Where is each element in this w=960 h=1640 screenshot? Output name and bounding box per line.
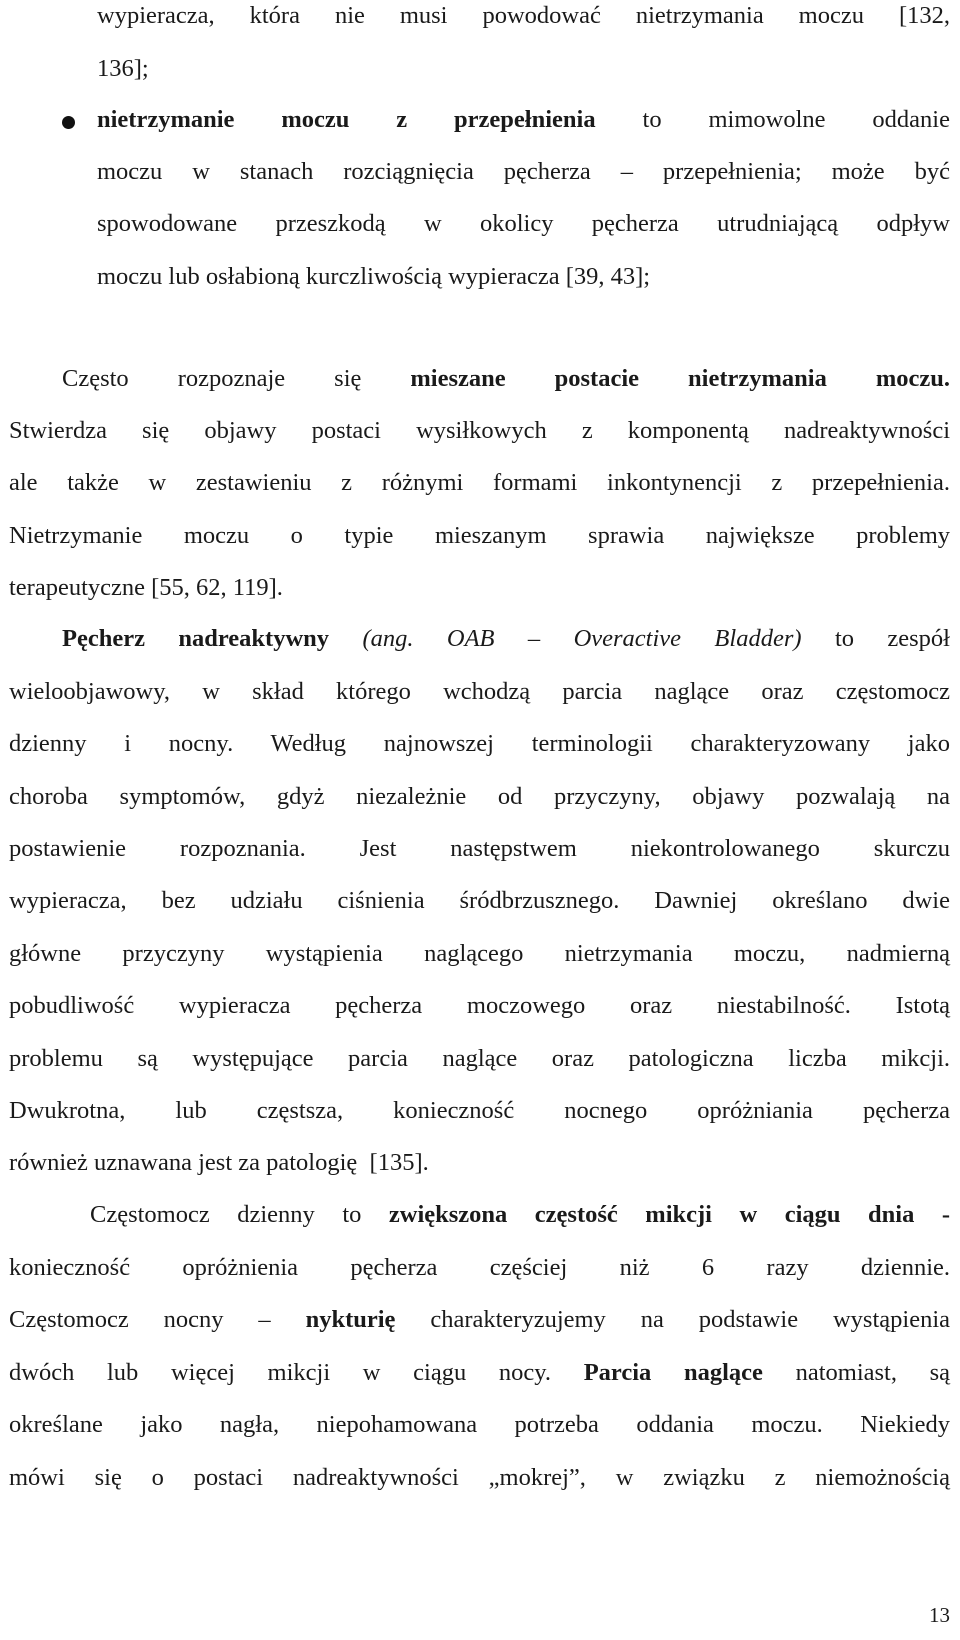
text-span: Częstomocz dzienny to <box>90 1201 362 1228</box>
text-span: charakteryzujemy na podstawie wystąpienia <box>430 1306 951 1333</box>
text-line: postawienie rozpoznania. Jest następstwem niekontrolowanego skurczu <box>9 835 950 862</box>
bold-term: Pęcherz nadreaktywny <box>62 625 330 652</box>
text-line: 136]; <box>97 55 149 82</box>
bold-term: Parcia naglące <box>583 1359 763 1386</box>
bullet-icon <box>62 116 75 129</box>
text-line: terapeutyczne [55, 62, 119]. <box>9 574 283 601</box>
text-line: pobudliwość wypieracza pęcherza moczowego oraz niestabilność. Istotą <box>9 992 950 1019</box>
text-line: moczu lub osłabioną kurczliwością wypieracza [39, 43]; <box>97 263 651 290</box>
bold-term: nietrzymanie moczu z przepełnienia <box>97 106 596 133</box>
bold-term: nykturię <box>305 1306 396 1333</box>
text-line: ale także w zestawieniu z różnymi formami inkontynencji z przepełnienia. <box>9 469 950 496</box>
italic-text: (ang. OAB – Overactive Bladder) <box>362 625 802 652</box>
text-line: choroba symptomów, gdyż niezależnie od przyczyny, objawy pozwalają na <box>9 783 950 810</box>
text-line: główne przyczyny wystąpienia naglącego nietrzymania moczu, nadmierną <box>9 940 950 967</box>
text-span: natomiast, są <box>795 1359 951 1386</box>
text-line: spowodowane przeszkodą w okolicy pęcherza utrudniającą odpływ <box>97 210 950 237</box>
text-line: Dwukrotna, lub częstsza, konieczność nocnego opróżniania pęcherza <box>9 1097 950 1124</box>
text-line: Stwierdza się objawy postaci wysiłkowych z komponentą nadreaktywności <box>9 417 950 444</box>
paragraph-line <box>62 627 950 652</box>
text-span: dwóch lub więcej mikcji w ciągu nocy. <box>9 1359 552 1386</box>
text-line: wieloobjawowy, w skład którego wchodzą parcia naglące oraz częstomocz <box>9 678 950 705</box>
text-line: dzienny i nocny. Według najnowszej terminologii charakteryzowany jako <box>9 730 950 757</box>
text-line <box>9 1361 950 1386</box>
text-line: Nietrzymanie moczu o typie mieszanym sprawia największe problemy <box>9 522 950 549</box>
text-line: mówi się o postaci nadreaktywności „mokrej”, w związku z niemożnością <box>9 1464 950 1491</box>
text-span: to zespół <box>834 625 950 652</box>
text-line: również uznawana jest za patologię [135]. <box>9 1149 429 1176</box>
bullet-item-line <box>97 108 950 133</box>
text-line: problemu są występujące parcia naglące oraz patologiczna liczba mikcji. <box>9 1045 950 1072</box>
page-number: 13 <box>929 1603 950 1627</box>
text-span: Częstomocz nocny – <box>9 1306 271 1333</box>
paragraph-line <box>90 1203 950 1228</box>
bold-term: zwiększona częstość mikcji w ciągu dnia - <box>388 1201 950 1228</box>
text-line: wypieracza, która nie musi powodować nietrzymania moczu [132, <box>97 2 950 29</box>
text-span: Często rozpoznaje się <box>62 365 362 392</box>
bold-term: mieszane postacie nietrzymania moczu. <box>410 365 951 392</box>
text-span: to mimowolne oddanie <box>642 106 950 133</box>
paragraph-line <box>62 367 950 392</box>
text-line: wypieracza, bez udziału ciśnienia śródbrzusznego. Dawniej określano dwie <box>9 887 950 914</box>
text-line: konieczność opróżnienia pęcherza częściej niż 6 razy dziennie. <box>9 1254 950 1281</box>
text-line: określane jako nagła, niepohamowana potrzeba oddania moczu. Niekiedy <box>9 1411 950 1438</box>
text-line: moczu w stanach rozciągnięcia pęcherza – przepełnienia; może być <box>97 158 950 185</box>
text-line <box>9 1308 950 1333</box>
